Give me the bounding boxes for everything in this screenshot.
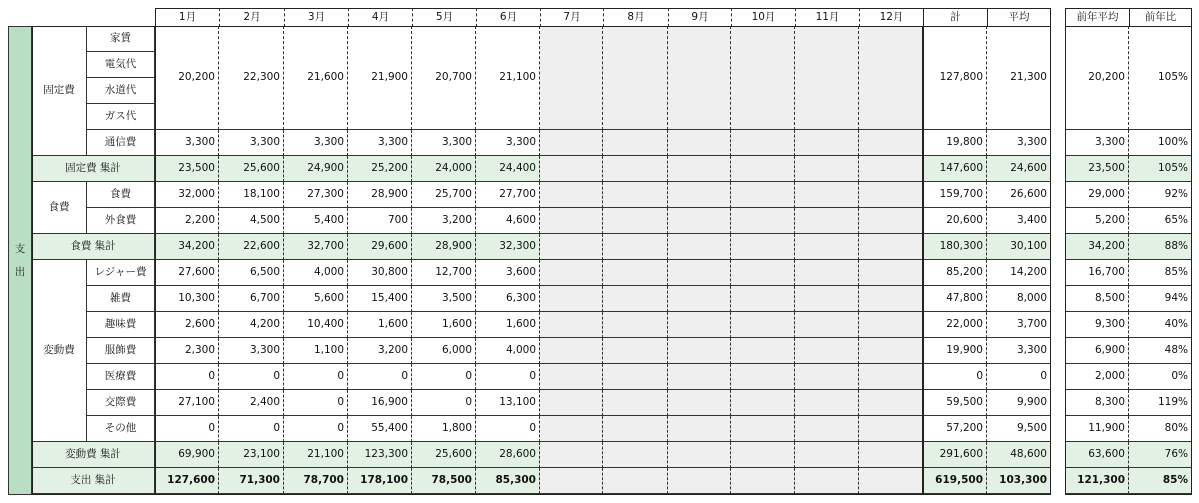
month-value[interactable]: 2,600: [155, 312, 219, 338]
month-value[interactable]: 2,300: [155, 338, 219, 364]
total-value[interactable]: 19,800: [923, 130, 987, 156]
month-value[interactable]: 0: [284, 390, 348, 416]
month-header[interactable]: 9月: [668, 8, 731, 27]
total-value[interactable]: 180,300: [923, 234, 987, 260]
month-value[interactable]: 123,300: [348, 442, 412, 468]
month-value[interactable]: 15,400: [348, 286, 412, 312]
month-value-empty[interactable]: [540, 260, 603, 286]
month-value[interactable]: 21,600: [284, 26, 348, 130]
total-value[interactable]: 0: [923, 364, 987, 390]
subtotal-label: 変動費 集計: [32, 442, 155, 468]
month-value-empty[interactable]: [859, 156, 923, 182]
month-value-empty[interactable]: [731, 286, 795, 312]
month-value[interactable]: 0: [476, 416, 540, 442]
month-value-empty[interactable]: [540, 442, 603, 468]
month-value[interactable]: 28,900: [348, 182, 412, 208]
total-value[interactable]: 59,500: [923, 390, 987, 416]
month-value-empty[interactable]: [603, 416, 668, 442]
month-value-empty[interactable]: [603, 26, 668, 130]
month-value[interactable]: 2,400: [219, 390, 284, 416]
month-value-empty[interactable]: [668, 364, 731, 390]
month-value[interactable]: 6,000: [412, 338, 476, 364]
month-value-empty[interactable]: [859, 338, 923, 364]
prev-avg-value[interactable]: 121,300: [1065, 468, 1129, 494]
average-value[interactable]: 21,300: [987, 26, 1051, 130]
month-value[interactable]: 85,300: [476, 468, 540, 494]
item-label: 外食費: [87, 208, 155, 234]
month-value[interactable]: 6,300: [476, 286, 540, 312]
total-value[interactable]: 22,000: [923, 312, 987, 338]
month-value-empty[interactable]: [540, 234, 603, 260]
month-value[interactable]: 34,200: [155, 234, 219, 260]
month-value-empty[interactable]: [668, 234, 731, 260]
month-value[interactable]: 6,500: [219, 260, 284, 286]
month-value[interactable]: 0: [219, 364, 284, 390]
month-value[interactable]: 27,100: [155, 390, 219, 416]
ratio-value[interactable]: 100%: [1129, 130, 1192, 156]
month-value[interactable]: 22,600: [219, 234, 284, 260]
average-value[interactable]: 30,100: [987, 234, 1051, 260]
month-value[interactable]: 16,900: [348, 390, 412, 416]
month-value-empty[interactable]: [795, 416, 859, 442]
month-value-empty[interactable]: [859, 182, 923, 208]
month-header[interactable]: 3月: [284, 8, 348, 27]
month-value[interactable]: 24,000: [412, 156, 476, 182]
prev-avg-value[interactable]: 2,000: [1065, 364, 1129, 390]
month-value[interactable]: 1,800: [412, 416, 476, 442]
summary-header[interactable]: 平均: [987, 8, 1051, 27]
prev-avg-value[interactable]: 29,000: [1065, 182, 1129, 208]
section-label-char: 支: [14, 243, 26, 255]
month-value[interactable]: 3,300: [476, 130, 540, 156]
ratio-value[interactable]: 80%: [1129, 416, 1192, 442]
month-value[interactable]: 29,600: [348, 234, 412, 260]
average-value[interactable]: 3,400: [987, 208, 1051, 234]
average-value[interactable]: 3,300: [987, 338, 1051, 364]
average-value[interactable]: 9,500: [987, 416, 1051, 442]
prev-avg-value[interactable]: 16,700: [1065, 260, 1129, 286]
month-value-empty[interactable]: [795, 442, 859, 468]
month-value[interactable]: 4,600: [476, 208, 540, 234]
month-value-empty[interactable]: [795, 468, 859, 494]
month-value[interactable]: 10,400: [284, 312, 348, 338]
month-value[interactable]: 3,600: [476, 260, 540, 286]
prev-avg-value[interactable]: 9,300: [1065, 312, 1129, 338]
month-value[interactable]: 4,000: [476, 338, 540, 364]
month-value[interactable]: 0: [219, 416, 284, 442]
month-value-empty[interactable]: [540, 364, 603, 390]
month-value-empty[interactable]: [668, 182, 731, 208]
month-value-empty[interactable]: [859, 468, 923, 494]
month-value[interactable]: 27,600: [155, 260, 219, 286]
month-value-empty[interactable]: [795, 26, 859, 130]
month-value[interactable]: 0: [412, 364, 476, 390]
item-label: 趣味費: [87, 312, 155, 338]
month-value[interactable]: 178,100: [348, 468, 412, 494]
subtotal-label: 食費 集計: [32, 234, 155, 260]
month-header[interactable]: 4月: [348, 8, 412, 27]
group-label-variable: 変動費: [32, 260, 87, 442]
month-value-empty[interactable]: [540, 390, 603, 416]
month-value[interactable]: 24,400: [476, 156, 540, 182]
month-value[interactable]: 3,300: [412, 130, 476, 156]
prev-avg-value[interactable]: 8,300: [1065, 390, 1129, 416]
month-value-empty[interactable]: [668, 156, 731, 182]
month-value-empty[interactable]: [795, 156, 859, 182]
month-value[interactable]: 30,800: [348, 260, 412, 286]
item-label: その他: [87, 416, 155, 442]
month-value[interactable]: 27,700: [476, 182, 540, 208]
month-value[interactable]: 1,600: [476, 312, 540, 338]
month-value-empty[interactable]: [795, 130, 859, 156]
month-value[interactable]: 0: [412, 390, 476, 416]
month-value-empty[interactable]: [668, 260, 731, 286]
prev-avg-value[interactable]: 23,500: [1065, 156, 1129, 182]
month-value-empty[interactable]: [859, 260, 923, 286]
total-value[interactable]: 57,200: [923, 416, 987, 442]
month-value-empty[interactable]: [731, 338, 795, 364]
month-value-empty[interactable]: [795, 234, 859, 260]
month-value-empty[interactable]: [668, 312, 731, 338]
prev-year-header[interactable]: 前年平均: [1065, 8, 1129, 27]
group-label-food: 食費: [32, 182, 87, 234]
item-label: レジャー費: [87, 260, 155, 286]
month-value[interactable]: 3,300: [219, 130, 284, 156]
month-header[interactable]: 1月: [155, 8, 219, 27]
month-value-empty[interactable]: [603, 130, 668, 156]
month-value-empty[interactable]: [795, 260, 859, 286]
item-label: 電気代: [87, 52, 155, 78]
month-value[interactable]: 78,700: [284, 468, 348, 494]
month-value[interactable]: 23,100: [219, 442, 284, 468]
average-value[interactable]: 14,200: [987, 260, 1051, 286]
month-value-empty[interactable]: [859, 442, 923, 468]
month-value-empty[interactable]: [540, 286, 603, 312]
month-value-empty[interactable]: [668, 26, 731, 130]
month-value-empty[interactable]: [795, 312, 859, 338]
ratio-value[interactable]: 76%: [1129, 442, 1192, 468]
month-value[interactable]: 3,300: [284, 130, 348, 156]
month-value[interactable]: 21,900: [348, 26, 412, 130]
month-value-empty[interactable]: [859, 312, 923, 338]
prev-avg-value[interactable]: 6,900: [1065, 338, 1129, 364]
month-value-empty[interactable]: [603, 364, 668, 390]
average-value[interactable]: 26,600: [987, 182, 1051, 208]
month-value[interactable]: 20,700: [412, 26, 476, 130]
month-value[interactable]: 4,000: [284, 260, 348, 286]
month-value-empty[interactable]: [540, 182, 603, 208]
ratio-value[interactable]: 92%: [1129, 182, 1192, 208]
month-value[interactable]: 13,100: [476, 390, 540, 416]
month-value[interactable]: 0: [155, 364, 219, 390]
month-value-empty[interactable]: [540, 208, 603, 234]
month-value-empty[interactable]: [668, 130, 731, 156]
month-value[interactable]: 23,500: [155, 156, 219, 182]
month-value-empty[interactable]: [603, 390, 668, 416]
month-value[interactable]: 5,600: [284, 286, 348, 312]
average-value[interactable]: 103,300: [987, 468, 1051, 494]
month-value-empty[interactable]: [668, 468, 731, 494]
month-value[interactable]: 28,900: [412, 234, 476, 260]
total-value[interactable]: 291,600: [923, 442, 987, 468]
month-value[interactable]: 1,600: [348, 312, 412, 338]
month-value-empty[interactable]: [859, 234, 923, 260]
month-value[interactable]: 0: [155, 416, 219, 442]
item-label: 交際費: [87, 390, 155, 416]
ratio-value[interactable]: 48%: [1129, 338, 1192, 364]
average-value[interactable]: 24,600: [987, 156, 1051, 182]
month-value[interactable]: 25,600: [412, 442, 476, 468]
prev-avg-value[interactable]: 8,500: [1065, 286, 1129, 312]
month-value[interactable]: 0: [348, 364, 412, 390]
month-header[interactable]: 5月: [412, 8, 476, 27]
month-value-empty[interactable]: [731, 26, 795, 130]
prev-avg-value[interactable]: 20,200: [1065, 26, 1129, 130]
month-value[interactable]: 25,700: [412, 182, 476, 208]
month-header[interactable]: 6月: [476, 8, 540, 27]
month-value-empty[interactable]: [731, 416, 795, 442]
average-value[interactable]: 3,700: [987, 312, 1051, 338]
prev-avg-value[interactable]: 5,200: [1065, 208, 1129, 234]
prev-year-header[interactable]: 前年比: [1129, 8, 1192, 27]
month-value-empty[interactable]: [668, 442, 731, 468]
total-value[interactable]: 159,700: [923, 182, 987, 208]
ratio-value[interactable]: 88%: [1129, 234, 1192, 260]
total-value[interactable]: 20,600: [923, 208, 987, 234]
month-value-empty[interactable]: [859, 390, 923, 416]
month-value[interactable]: 27,300: [284, 182, 348, 208]
month-value-empty[interactable]: [731, 130, 795, 156]
month-value-empty[interactable]: [859, 286, 923, 312]
month-value-empty[interactable]: [795, 182, 859, 208]
month-value[interactable]: 3,200: [412, 208, 476, 234]
ratio-value[interactable]: 85%: [1129, 468, 1192, 494]
month-value-empty[interactable]: [540, 338, 603, 364]
month-value-empty[interactable]: [731, 468, 795, 494]
month-value[interactable]: 25,200: [348, 156, 412, 182]
item-label: 家賃: [87, 26, 155, 52]
month-value[interactable]: 32,000: [155, 182, 219, 208]
section-label-char: 出: [14, 265, 26, 278]
month-value-empty[interactable]: [731, 260, 795, 286]
month-value[interactable]: 2,200: [155, 208, 219, 234]
prev-avg-value[interactable]: 3,300: [1065, 130, 1129, 156]
month-value[interactable]: 3,200: [348, 338, 412, 364]
month-header[interactable]: 7月: [540, 8, 603, 27]
month-value-empty[interactable]: [540, 312, 603, 338]
month-value[interactable]: 69,900: [155, 442, 219, 468]
month-header[interactable]: 2月: [219, 8, 284, 27]
subtotal-label: 支出 集計: [32, 468, 155, 494]
item-label: 医療費: [87, 364, 155, 390]
month-header[interactable]: 10月: [731, 8, 795, 27]
ratio-value[interactable]: 85%: [1129, 260, 1192, 286]
prev-avg-value[interactable]: 63,600: [1065, 442, 1129, 468]
month-value[interactable]: 21,100: [476, 26, 540, 130]
month-value-empty[interactable]: [731, 234, 795, 260]
ratio-value[interactable]: 105%: [1129, 156, 1192, 182]
month-value[interactable]: 3,300: [219, 338, 284, 364]
section-label-expense: [8, 26, 32, 495]
month-value[interactable]: 0: [284, 364, 348, 390]
subtotal-label: 固定費 集計: [32, 156, 155, 182]
item-label: 雑費: [87, 286, 155, 312]
month-value-empty[interactable]: [540, 156, 603, 182]
month-value-empty[interactable]: [795, 390, 859, 416]
month-value[interactable]: 25,600: [219, 156, 284, 182]
item-label: 食費: [87, 182, 155, 208]
month-header[interactable]: 11月: [795, 8, 859, 27]
group-label-fixed: 固定費: [32, 26, 87, 156]
month-value[interactable]: 1,600: [412, 312, 476, 338]
month-value-empty[interactable]: [603, 156, 668, 182]
month-value[interactable]: 4,500: [219, 208, 284, 234]
month-value-empty[interactable]: [540, 468, 603, 494]
month-value-empty[interactable]: [668, 286, 731, 312]
month-value[interactable]: 28,600: [476, 442, 540, 468]
month-value-empty[interactable]: [668, 338, 731, 364]
month-value-empty[interactable]: [668, 208, 731, 234]
month-value-empty[interactable]: [859, 416, 923, 442]
month-value[interactable]: 10,300: [155, 286, 219, 312]
month-value-empty[interactable]: [731, 390, 795, 416]
month-value[interactable]: 4,200: [219, 312, 284, 338]
month-value[interactable]: 22,300: [219, 26, 284, 130]
month-value[interactable]: 21,100: [284, 442, 348, 468]
month-value[interactable]: 18,100: [219, 182, 284, 208]
ratio-value[interactable]: 65%: [1129, 208, 1192, 234]
month-value[interactable]: 127,600: [155, 468, 219, 494]
month-value[interactable]: 12,700: [412, 260, 476, 286]
month-value-empty[interactable]: [603, 442, 668, 468]
month-value-empty[interactable]: [731, 442, 795, 468]
month-value-empty[interactable]: [603, 234, 668, 260]
month-value[interactable]: 5,400: [284, 208, 348, 234]
month-value-empty[interactable]: [668, 416, 731, 442]
month-value-empty[interactable]: [795, 208, 859, 234]
month-value-empty[interactable]: [603, 338, 668, 364]
month-value[interactable]: 0: [476, 364, 540, 390]
ratio-value[interactable]: 119%: [1129, 390, 1192, 416]
month-value[interactable]: 32,700: [284, 234, 348, 260]
month-value-empty[interactable]: [603, 260, 668, 286]
month-value-empty[interactable]: [540, 130, 603, 156]
month-value[interactable]: 700: [348, 208, 412, 234]
month-value[interactable]: 3,300: [155, 130, 219, 156]
month-value-empty[interactable]: [859, 208, 923, 234]
month-value[interactable]: 3,500: [412, 286, 476, 312]
total-value[interactable]: 47,800: [923, 286, 987, 312]
month-value[interactable]: 78,500: [412, 468, 476, 494]
month-value[interactable]: 24,900: [284, 156, 348, 182]
ratio-value[interactable]: 0%: [1129, 364, 1192, 390]
month-value-empty[interactable]: [731, 156, 795, 182]
month-value-empty[interactable]: [603, 182, 668, 208]
month-value[interactable]: 0: [284, 416, 348, 442]
month-value-empty[interactable]: [795, 364, 859, 390]
item-label: ガス代: [87, 104, 155, 130]
total-value[interactable]: 19,900: [923, 338, 987, 364]
summary-header[interactable]: 計: [923, 8, 987, 27]
item-label: 水道代: [87, 78, 155, 104]
month-value-empty[interactable]: [603, 468, 668, 494]
month-value-empty[interactable]: [859, 364, 923, 390]
month-value-empty[interactable]: [859, 130, 923, 156]
month-value-empty[interactable]: [731, 208, 795, 234]
month-value-empty[interactable]: [540, 26, 603, 130]
average-value[interactable]: 0: [987, 364, 1051, 390]
month-value[interactable]: 3,300: [348, 130, 412, 156]
item-label: 通信費: [87, 130, 155, 156]
ratio-value[interactable]: 105%: [1129, 26, 1192, 130]
average-value[interactable]: 9,900: [987, 390, 1051, 416]
month-value-empty[interactable]: [603, 286, 668, 312]
prev-avg-value[interactable]: 11,900: [1065, 416, 1129, 442]
item-label: 服飾費: [87, 338, 155, 364]
month-value-empty[interactable]: [731, 182, 795, 208]
month-value-empty[interactable]: [859, 26, 923, 130]
total-value[interactable]: 85,200: [923, 260, 987, 286]
month-value-empty[interactable]: [603, 208, 668, 234]
month-value-empty[interactable]: [540, 416, 603, 442]
month-value-empty[interactable]: [795, 338, 859, 364]
month-value-empty[interactable]: [795, 286, 859, 312]
month-value[interactable]: 71,300: [219, 468, 284, 494]
ratio-value[interactable]: 40%: [1129, 312, 1192, 338]
month-value[interactable]: 55,400: [348, 416, 412, 442]
month-value[interactable]: 32,300: [476, 234, 540, 260]
total-value[interactable]: 619,500: [923, 468, 987, 494]
month-value-empty[interactable]: [731, 312, 795, 338]
prev-avg-value[interactable]: 34,200: [1065, 234, 1129, 260]
month-value[interactable]: 20,200: [155, 26, 219, 130]
total-value[interactable]: 147,600: [923, 156, 987, 182]
average-value[interactable]: 3,300: [987, 130, 1051, 156]
month-value[interactable]: 1,100: [284, 338, 348, 364]
month-header[interactable]: 8月: [603, 8, 668, 27]
average-value[interactable]: 8,000: [987, 286, 1051, 312]
month-value-empty[interactable]: [603, 312, 668, 338]
average-value[interactable]: 48,600: [987, 442, 1051, 468]
month-value[interactable]: 6,700: [219, 286, 284, 312]
ratio-value[interactable]: 94%: [1129, 286, 1192, 312]
total-value[interactable]: 127,800: [923, 26, 987, 130]
month-value-empty[interactable]: [731, 364, 795, 390]
month-header[interactable]: 12月: [859, 8, 923, 27]
month-value-empty[interactable]: [668, 390, 731, 416]
